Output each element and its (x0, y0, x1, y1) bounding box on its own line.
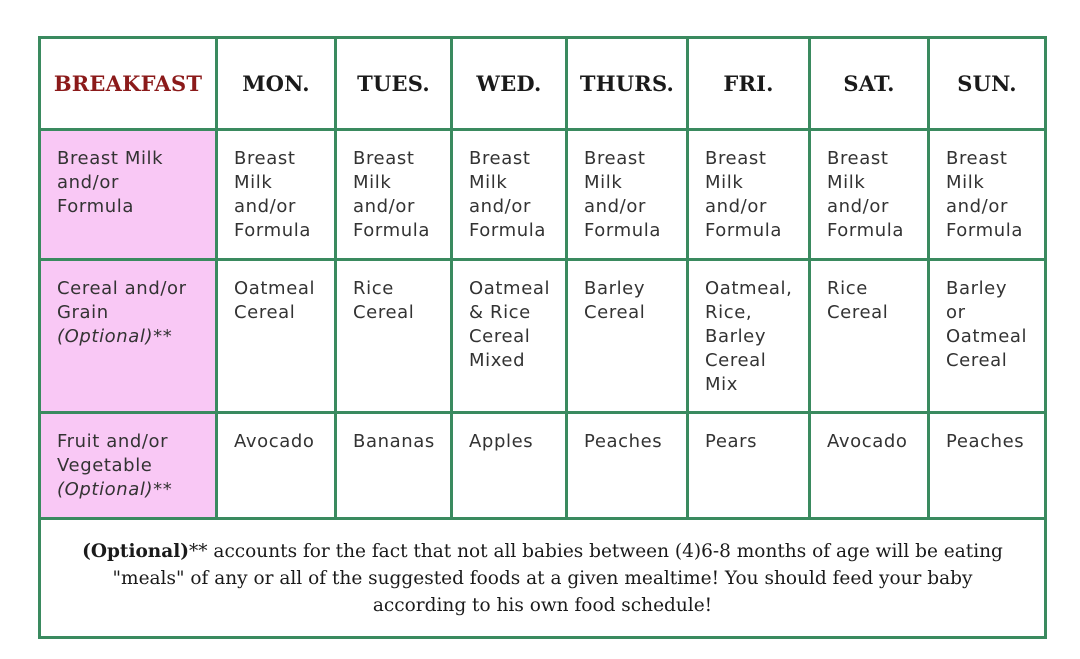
cell-text: Breast Milk and/or Formula (584, 148, 661, 241)
cell-text: Breast Milk and/or Formula (827, 148, 904, 241)
row-label-fruit (40, 413, 217, 519)
meal-title: BREAKFAST (40, 38, 217, 130)
table-cell (217, 413, 336, 519)
row-label-text: Cereal and/or Grain (57, 278, 187, 323)
table-cell (452, 130, 567, 260)
table-cell (217, 260, 336, 413)
header-row (40, 38, 1046, 130)
footnote (41, 538, 1044, 619)
optional-note: (Optional)** (57, 326, 173, 347)
cell-text: Oatmeal Cereal (234, 278, 316, 323)
footnote-text: ** accounts for the fact that not all babies between (4)6-8 months of age will be eating "meals" of any or all of the suggested foods at a given mealtime! You should feed your baby according to his own food schedule! (112, 540, 1003, 616)
cell-text: Barley Cereal (584, 278, 646, 323)
table-cell (452, 413, 567, 519)
table-cell (336, 413, 452, 519)
row-label-cereal (40, 260, 217, 413)
footnote-cell (40, 519, 1046, 638)
cell-text: Breast Milk and/or Formula (353, 148, 430, 241)
day-header-sun: SUN. (929, 38, 1046, 130)
table-row-fruit (40, 413, 1046, 519)
table-cell (929, 130, 1046, 260)
table-cell (567, 260, 688, 413)
table-cell (810, 130, 929, 260)
table-row-milk (40, 130, 1046, 260)
day-header-tues: TUES. (336, 38, 452, 130)
footnote-row (40, 519, 1046, 638)
cell-text: Breast Milk and/or Formula (469, 148, 546, 241)
table-cell (810, 260, 929, 413)
table-cell (336, 260, 452, 413)
row-label-text: Fruit and/or Vegetable (57, 431, 169, 476)
cell-text: Bananas (353, 431, 435, 452)
cell-text: Peaches (584, 431, 663, 452)
table-cell (336, 130, 452, 260)
cell-text: Oatmeal, Rice, Barley Cereal Mix (705, 278, 793, 395)
row-label-text: Breast Milk and/or Formula (57, 148, 164, 217)
table-cell (688, 260, 810, 413)
table-cell (810, 413, 929, 519)
cell-text: Breast Milk and/or Formula (705, 148, 782, 241)
table-cell (452, 260, 567, 413)
cell-text: Barley or Oatmeal Cereal (946, 278, 1028, 371)
day-header-fri: FRI. (688, 38, 810, 130)
day-header-wed: WED. (452, 38, 567, 130)
cell-text: Rice Cereal (353, 278, 415, 323)
table-cell (929, 260, 1046, 413)
table-cell (567, 413, 688, 519)
cell-text: Avocado (827, 431, 908, 452)
cell-text: Breast Milk and/or Formula (946, 148, 1023, 241)
table-row-cereal (40, 260, 1046, 413)
day-header-mon: MON. (217, 38, 336, 130)
row-label-milk (40, 130, 217, 260)
footnote-bold-lead: (Optional) (82, 540, 190, 562)
table-cell (217, 130, 336, 260)
table-cell (688, 130, 810, 260)
table-cell (929, 413, 1046, 519)
cell-text: Breast Milk and/or Formula (234, 148, 311, 241)
optional-note: (Optional)** (57, 479, 173, 500)
cell-text: Peaches (946, 431, 1025, 452)
cell-text: Avocado (234, 431, 315, 452)
breakfast-menu-table (38, 36, 1047, 639)
cell-text: Rice Cereal (827, 278, 889, 323)
table-cell (567, 130, 688, 260)
day-header-thurs: THURS. (567, 38, 688, 130)
table-cell (688, 413, 810, 519)
day-header-sat: SAT. (810, 38, 929, 130)
cell-text: Apples (469, 431, 534, 452)
cell-text: Oatmeal & Rice Cereal Mixed (469, 278, 551, 371)
cell-text: Pears (705, 431, 758, 452)
